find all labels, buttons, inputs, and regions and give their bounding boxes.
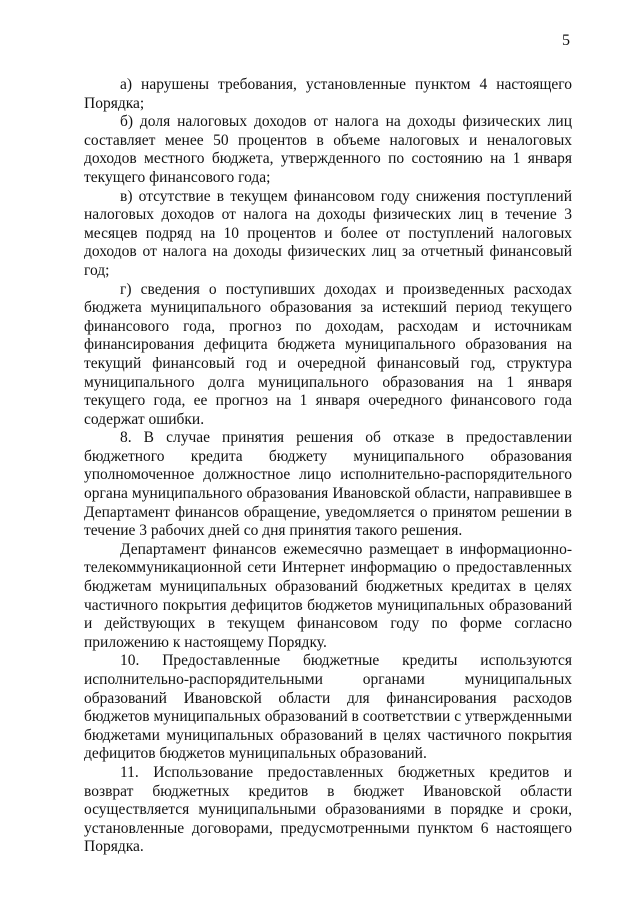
paragraph-9: Департамент финансов ежемесячно размещает в информационно-телекоммуникационной сети Интернет информацию о предоставленных бюджетам муниципальных образований бюджетных кредитах в целях частичного покрытия дефицитов бюджетов муниципальных образований и действующих в текущем финансовом году по форме согласно приложению к настоящему Порядку. [84,540,572,651]
document-body [84,76,572,857]
paragraph-10: 10. Предоставленные бюджетные кредиты используются исполнительно-распорядительными органами муниципальных образований Ивановской области для финансирования расходов бюджетов муниципальных образований в соответствии с утвержденными бюджетами муниципальных образований в целях частичного покрытия дефицитов бюджетов муниципальных образований. [84,652,572,763]
paragraph-g: г) сведения о поступивших доходах и произведенных расходах бюджета муниципального образования за истекший период текущего финансового года, прогноз по доходам, расходам и источникам финансирования дефицита бюджета муниципального образования на текущий финансовый год и очередной финансовый год, структура муниципального долга муниципального образования на 1 января текущего года, ее прогноз на 1 января очередного финансового года содержат ошибки. [84,280,572,428]
paragraph-a: а) нарушены требования, установленные пунктом 4 настоящего Порядка; [84,76,572,112]
paragraph-b: б) доля налоговых доходов от налога на доходы физических лиц составляет менее 50 процентов в объеме налоговых и неналоговых доходов местного бюджета, утвержденного по состоянию на 1 января текущего финансового года; [84,113,572,186]
paragraph-8: 8. В случае принятия решения об отказе в предоставлении бюджетного кредита бюджету муниципального образования уполномоченное должностное лицо исполнительно-распорядительного органа муниципального образования Ивановской области, направившее в Департамент финансов обращение, уведомляется о принятом решении в течение 3 рабочих дней со дня принятия такого решения. [84,429,572,540]
page-number: 5 [562,32,570,49]
paragraph-v: в) отсутствие в текущем финансовом году снижения поступлений налоговых доходов от налога на доходы физических лиц в течение 3 месяцев подряд на 10 процентов и более от поступлений налоговых доходов от налога на доходы физических лиц за отчетный финансовый год; [84,187,572,279]
paragraph-11: 11. Использование предоставленных бюджетных кредитов и возврат бюджетных кредитов в бюджет Ивановской области осуществляется муниципальными образованиями в порядке и сроки, установленные договорами, предусмотренными пунктом 6 настоящего Порядка. [84,763,572,856]
